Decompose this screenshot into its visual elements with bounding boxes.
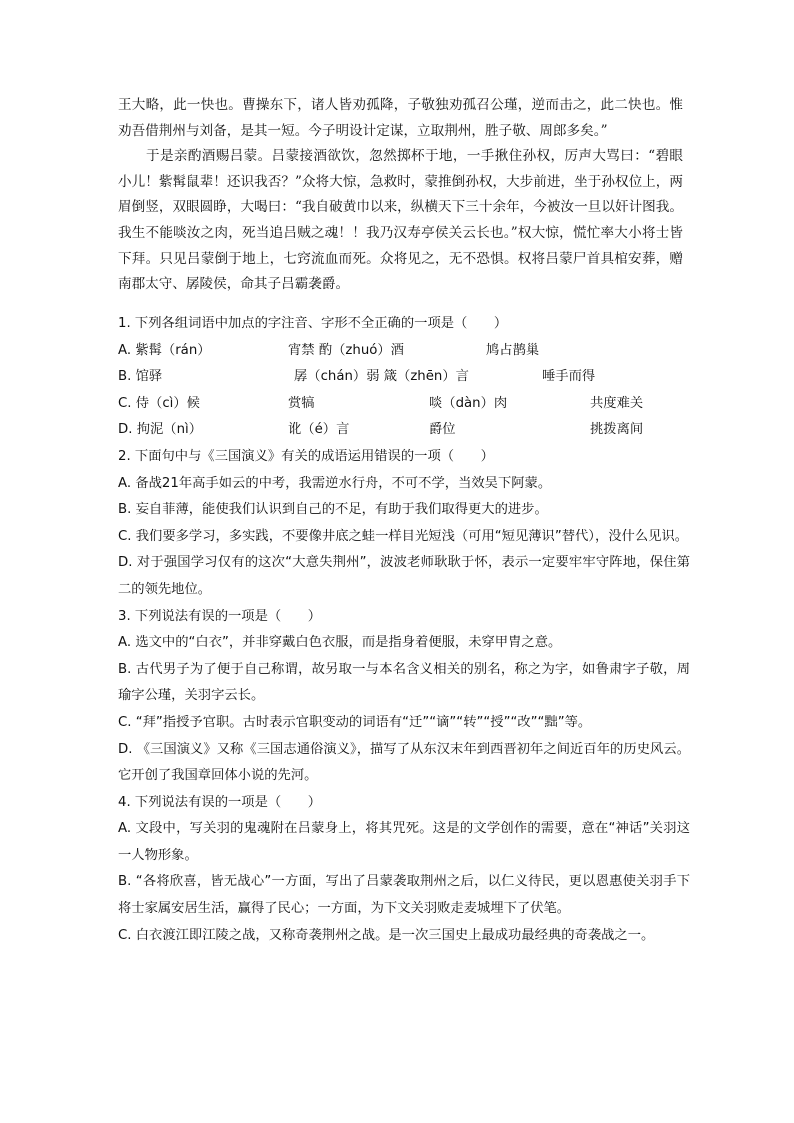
question-1 [118,311,690,444]
question-2 [118,444,690,604]
option-b-group-1: B. 馆驿 [118,369,163,385]
option-d-group-3: 爵位 [429,422,456,438]
question-list [118,311,690,949]
question-3-option-d: D. 《三国演义》又称《三国志通俗演义》，描写了从东汉末年到西晋初年之间近百年的历史风云。它开创了我国章回体小说的先河。 [118,741,690,784]
option-c-group-1: C. 侍（cì）候 [118,395,200,411]
option-a-group-3: 鸠占鹊巢 [486,342,540,358]
option-c-group-3: 啖（dàn）肉 [429,395,508,411]
option-b-group-2: 孱（chán）弱 箴（zhēn）言 [294,369,469,385]
question-1-stem: 1. 下列各组词语中加点的字注音、字形不全正确的一项是（ ） [118,316,508,331]
option-a-group-2: 宵禁 酌（zhuó）酒 [288,342,404,358]
passage-paragraph-1: 王大略，此一快也。曹操东下，诸人皆劝孤降，子敬独劝孤召公瑾，逆而击之，此二快也。惟劝吾借荆州与刘备，是其一短。今子明设计定谋，立取荆州，胜子敬、周郎多矣。” [118,97,683,139]
option-c-group-4: 共度难关 [590,395,644,411]
question-2-stem: 2. 下面句中与《三国演义》有关的成语运用错误的一项（ ） [118,448,494,464]
question-2-option-d: D. 对于强国学习仅有的这次“大意失荆州”，波波老师耿耿于怀，表示一定要牢牢守阵地，保住第二的领先地位。 [118,555,690,597]
question-4-option-c: C. 白衣渡江即江陵之战，又称奇袭荆州之战。是一次三国史上最成功最经典的奇袭战之一。 [118,927,655,943]
option-a-group-1: A. 紫髯（rán） [118,342,211,358]
question-3-option-c: C. “拜”指授予官职。古时表示官职变动的词语有“迁”“谪”“转”“授”“改”“黜”等。 [118,714,592,730]
question-3-option-a: A. 选文中的“白衣”，并非穿戴白色衣服，而是指身着便服，未穿甲胄之意。 [118,635,562,651]
question-3 [118,604,690,790]
option-d-group-2: 讹（é）言 [288,422,350,438]
question-1-option-d [118,417,690,444]
question-2-option-c: C. 我们要多学习，多实践，不要像井底之蛙一样目光短浅（可用“短见薄识”替代），没什么见识。 [118,528,689,544]
option-d-group-4: 挑拨离间 [590,422,644,438]
question-4-stem: 4. 下列说法有误的一项是（ ） [118,794,322,810]
question-4-option-a: A. 文段中，写关羽的鬼魂附在吕蒙身上，将其咒死。这是的文学创作的需要，意在“神话”关羽这一人物形象。 [118,821,690,863]
option-c-group-2: 赏犒 [288,395,315,411]
question-1-option-b [118,364,690,391]
reading-passage [118,93,683,298]
question-3-option-b: B. 古代男子为了便于自己称谓，故另取一与本名含义相关的别名，称之为字，如鲁肃字子敬，周瑜字公瑾，关羽字云长。 [118,661,690,704]
question-3-stem: 3. 下列说法有误的一项是（ ） [118,608,322,624]
question-2-option-a: A. 备战21年高手如云的中考，我需逆水行舟，不可不学，当效吴下阿蒙。 [118,475,552,491]
question-1-option-c [118,391,690,418]
option-d-group-1: D. 拘泥（nì） [118,422,203,438]
question-4-option-b: B. “各将欣喜，皆无战心”一方面，写出了吕蒙袭取荆州之后，以仁义待民，更以恩惠使关羽手下将士家属安居生活，赢得了民心；一方面，为下文关羽败走麦城埋下了伏笔。 [118,874,690,917]
question-4 [118,790,690,950]
question-2-option-b: B. 妄自菲薄，能使我们认识到自己的不足，有助于我们取得更大的进步。 [118,502,548,518]
passage-paragraph-2: 于是亲酌酒赐吕蒙。吕蒙接酒欲饮，忽然掷杯于地，一手揪住孙权，厉声大骂曰：“碧眼小儿！紫髯鼠辈！还识我否？”众将大惊，急救时，蒙推倒孙权，大步前进，坐于孙权位上，两眉倒竖，双眼圆睁，大喝曰：“我自破黄巾以来，纵横天下三十余年，今被汝一旦以奸计图我。我生不能啖汝之肉，死当追吕贼之魂！！我乃汉寿亭侯关云长也。”权大惊，慌忙率大小将士皆下拜。只见吕蒙倒于地上，七窍流血而死。众将见之，无不恐惧。权将吕蒙尸首具棺安葬，赠南郡太守、孱陵侯，命其子吕霸袭爵。 [118,148,683,293]
option-b-group-3: 唾手而得 [542,369,596,385]
question-1-option-a [118,338,690,365]
